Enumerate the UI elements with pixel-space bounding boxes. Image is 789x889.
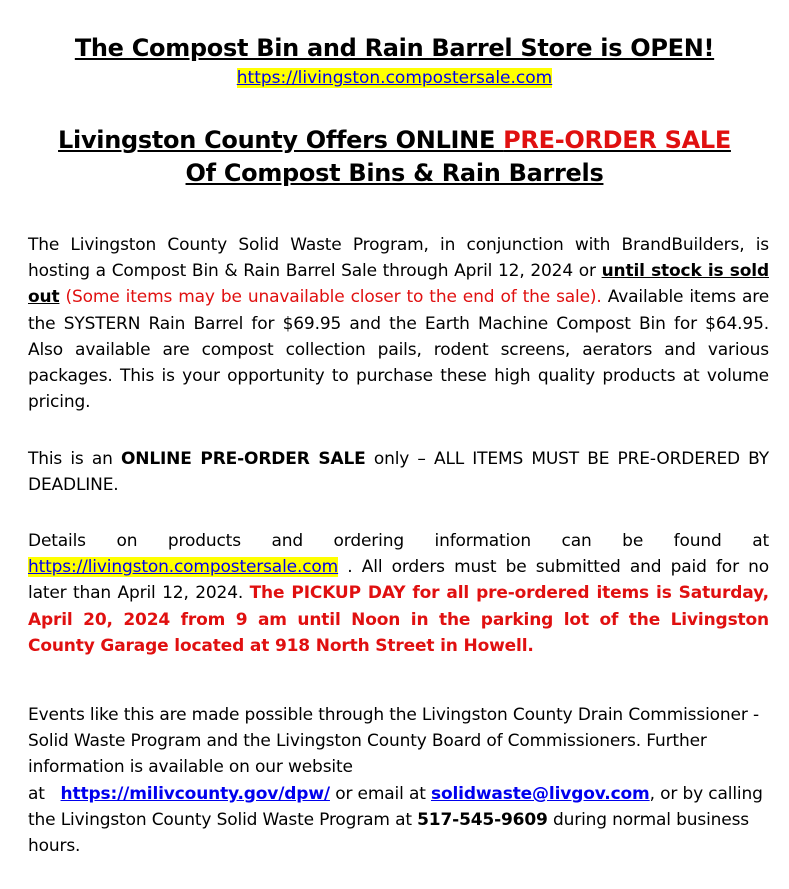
intro-text-b: Available items are the SYSTERN Rain Barrel for $69.95 and the Earth Machine Compost Bin for $64.95. Also available are compost collection pails, rodent screens, aerators and various packages. This is your opportunity to purchase these high quality products at volume pricing.	[28, 287, 770, 413]
intro-text-a: The Livingston County Solid Waste Program, in conjunction with BrandBuilders, is hosting a Compost Bin & Rain Barrel Sale through April 12, 2024 or	[28, 235, 769, 282]
website-link[interactable]: https://milivcounty.gov/dpw/	[60, 783, 330, 804]
sale-headline	[0, 124, 789, 190]
phone-number: 517-545-9609	[417, 809, 548, 830]
details-text-b: . All orders must be submitted and paid for no later than April 12, 2024.	[28, 557, 769, 604]
preorder-bold: ONLINE PRE-ORDER SALE	[120, 449, 366, 469]
stock-notice: until stock is sold out	[28, 261, 769, 308]
details-paragraph	[28, 528, 769, 659]
headline-line1-black: Livingston County Offers ONLINE	[58, 126, 504, 154]
details-url-link[interactable]: https://livingston.compostersale.com	[28, 557, 339, 578]
intro-paragraph	[28, 232, 769, 415]
pickup-day-notice: The PICKUP DAY for all pre-ordered items is Saturday, April 20, 2024 from 9 am until Noon in the parking lot of the Livingston County Garage located at 918 North Street in Howell.	[28, 583, 769, 656]
contact-text-d: during normal business hours.	[28, 809, 749, 857]
store-open-title: The Compost Bin and Rain Barrel Store is OPEN!	[74, 34, 715, 62]
headline-line1-red: PRE-ORDER SALE	[503, 126, 731, 154]
contact-text-b: or email at	[329, 783, 431, 804]
contact-text-c: , or by calling the Livingston County Solid Waste Program at	[28, 783, 763, 830]
headline-line2: Of Compost Bins & Rain Barrels	[185, 159, 604, 187]
preorder-text-a: This is an	[28, 449, 121, 469]
store-url-line	[0, 67, 789, 89]
availability-note: (Some items may be unavailable closer to the end of the sale).	[59, 287, 602, 308]
preorder-paragraph	[28, 446, 769, 498]
contact-text-at: at	[28, 783, 61, 804]
contact-paragraph	[28, 702, 773, 859]
details-text-a: Details on products and ordering information can be found at	[28, 531, 769, 551]
contact-text-a: Events like this are made possible through the Livingston County Drain Commissioner - Solid Waste Program and the Livingston County Board of Commissioners. Further information is available on our website	[28, 705, 759, 778]
email-link[interactable]: solidwaste@livgov.com	[430, 783, 650, 804]
store-url-link[interactable]: https://livingston.compostersale.com	[236, 68, 553, 88]
preorder-text-b: only – ALL ITEMS MUST BE PRE-ORDERED BY DEADLINE.	[28, 449, 770, 496]
